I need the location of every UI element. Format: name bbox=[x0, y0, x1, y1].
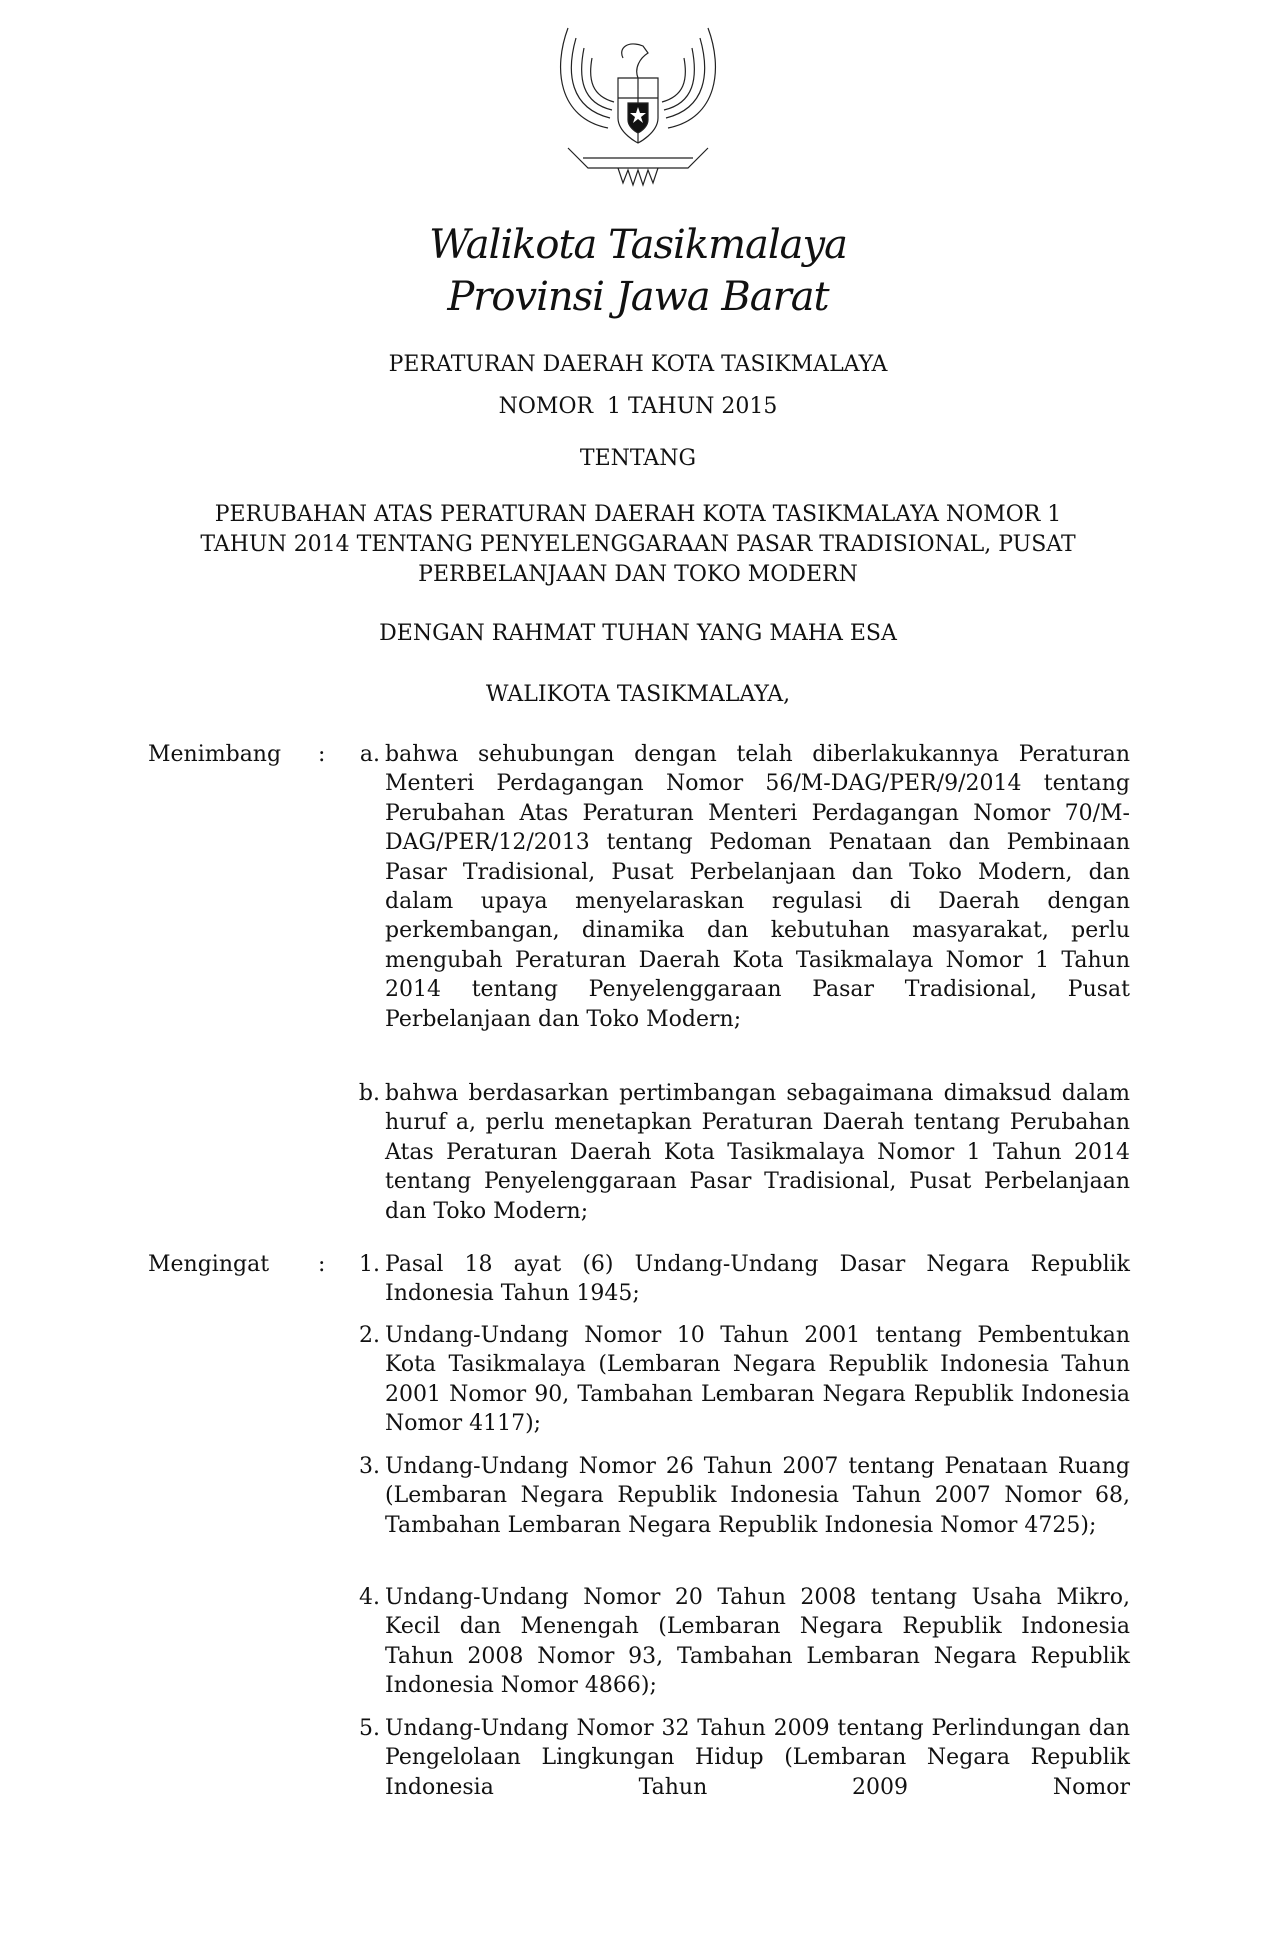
item-text: Undang-Undang Nomor 26 Tahun 2007 tentang Penataan Ruang (Lembaran Negara Republik Indonesia Tahun 2007 Nomor 68, Tambahan Lembaran Negara Republik Indonesia Nomor 4725); bbox=[385, 1454, 1130, 1538]
item-marker: 1. bbox=[359, 1252, 380, 1277]
item-marker: 3. bbox=[359, 1454, 380, 1479]
subject-line-2: TAHUN 2014 TENTANG PENYELENGGARAAN PASAR TRADISIONAL, PUSAT bbox=[200, 532, 1076, 557]
mengingat-label: Mengingat bbox=[148, 1252, 270, 1277]
grace-line: DENGAN RAHMAT TUHAN YANG MAHA ESA bbox=[379, 621, 897, 646]
province-title: Provinsi Jawa Barat bbox=[447, 274, 829, 320]
item-marker: b. bbox=[358, 1081, 380, 1106]
regulation-number: NOMOR 1 TAHUN 2015 bbox=[498, 394, 778, 419]
item-marker: 2. bbox=[359, 1323, 380, 1348]
item-text: Pasal 18 ayat (6) Undang-Undang Dasar Negara Republik Indonesia Tahun 1945; bbox=[385, 1252, 1130, 1307]
item-marker: 5. bbox=[359, 1716, 380, 1741]
subject-line-3: PERBELANJAAN DAN TOKO MODERN bbox=[418, 562, 858, 587]
item-text: Undang-Undang Nomor 32 Tahun 2009 tentang Perlindungan dan Pengelolaan Lingkungan Hidup (Lembaran Negara Republik Indonesia Tahun 2009 Nomor bbox=[385, 1716, 1130, 1800]
item-text: Undang-Undang Nomor 10 Tahun 2001 tentang Pembentukan Kota Tasikmalaya (Lembaran Negara Republik Indonesia Tahun 2001 Nomor 90, Tambahan Lembaran Negara Republik Indonesia Nomor 4117); bbox=[385, 1323, 1130, 1437]
subject-line-1: PERUBAHAN ATAS PERATURAN DAERAH KOTA TASIKMALAYA NOMOR 1 bbox=[214, 502, 1062, 527]
item-text: bahwa sehubungan dengan telah diberlakukannya Peraturan Menteri Perdagangan Nomor 56/M-DAG/PER/9/2014 tentang Perubahan Atas Peraturan Menteri Perdagangan Nomor 70/M-DAG/PER/12/2013 tentang Pedoman Penataan dan Pembinaan Pasar Tradisional, Pusat Perbelanjaan dan Toko Modern, dan dalam upaya menyelaraskan regulasi di Daerah dengan perkembangan, dinamika dan kebutuhan masyarakat, perlu mengubah Peraturan Daerah Kota Tasikmalaya Nomor 1 Tahun 2014 tentang Penyelenggaraan Pasar Tradisional, Pusat Perbelanjaan dan Toko Modern; bbox=[385, 742, 1130, 1032]
item-marker: 4. bbox=[359, 1585, 380, 1610]
colon: : bbox=[318, 1252, 326, 1277]
about-heading: TENTANG bbox=[579, 446, 697, 471]
colon: : bbox=[318, 742, 326, 767]
office-title: Walikota Tasikmalaya bbox=[429, 222, 847, 268]
menimbang-label: Menimbang bbox=[148, 742, 282, 767]
mayor-line: WALIKOTA TASIKMALAYA, bbox=[485, 682, 791, 707]
item-marker: a. bbox=[359, 742, 380, 767]
regulation-title: PERATURAN DAERAH KOTA TASIKMALAYA bbox=[388, 352, 888, 377]
item-text: bahwa berdasarkan pertimbangan sebagaimana dimaksud dalam huruf a, perlu menetapkan Peraturan Daerah tentang Perubahan Atas Peraturan Daerah Kota Tasikmalaya Nomor 1 Tahun 2014 tentang Penyelenggaraan Pasar Tradisional, Pusat Perbelanjaan dan Toko Modern; bbox=[385, 1081, 1130, 1224]
garuda-emblem-icon bbox=[548, 18, 728, 193]
item-text: Undang-Undang Nomor 20 Tahun 2008 tentang Usaha Mikro, Kecil dan Menengah (Lembaran Negara Republik Indonesia Tahun 2008 Nomor 93, Tambahan Lembaran Negara Republik Indonesia Nomor 4866); bbox=[385, 1585, 1130, 1699]
